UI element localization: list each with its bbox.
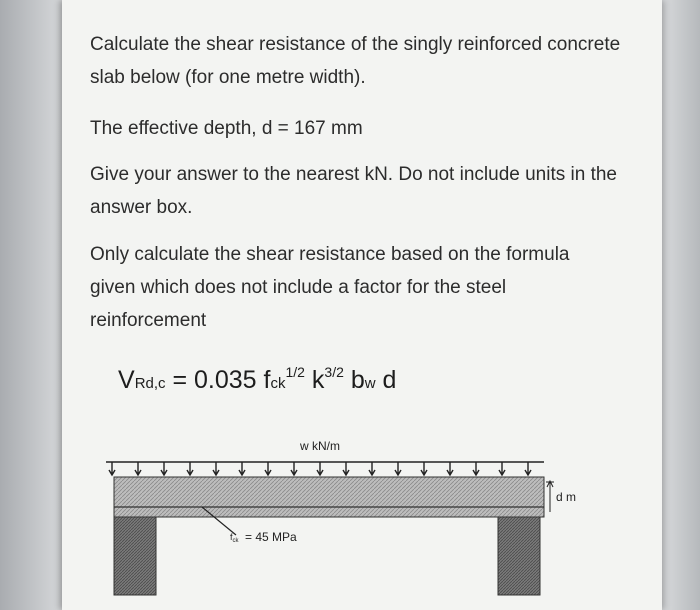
distributed-load-arrows [106,462,544,475]
load-arrow-icon [395,462,401,475]
load-arrow-icon [343,462,349,475]
slab-diagram [62,425,662,610]
load-arrow-icon [135,462,141,475]
question-intro: Calculate the shear resistance of the singly reinforced concrete slab below (for one metre width). [90,34,621,88]
load-arrow-icon [187,462,193,475]
formula-v-subscript: Rd,c [134,375,166,392]
load-arrow-icon [525,462,531,475]
background-right [662,0,700,610]
fck-prefix: $f_{ck}$ [230,532,239,544]
load-arrow-icon [447,462,453,475]
formula-fck-subscript: ck [270,375,286,392]
formula-k: k [304,366,325,394]
formula-v: V [118,366,135,394]
formula-b: b [343,366,365,394]
formula-d: d [375,366,397,394]
answer-instruction: Give your answer to the nearest kN. Do not include units in the answer box. [90,164,617,218]
load-arrow-icon [161,462,167,475]
formula-bw-subscript: w [364,375,376,392]
left-support [114,517,156,595]
load-arrow-icon [213,462,219,475]
shear-formula [118,366,396,395]
load-arrow-icon [291,462,297,475]
load-arrow-icon [473,462,479,475]
load-arrow-icon [317,462,323,475]
depth-label: d m [556,490,577,504]
load-label: w kN/m [300,439,340,453]
load-arrow-icon [499,462,505,475]
fck-label: = 45 MPa [245,530,297,544]
formula-fck-exponent: 1/2 [285,364,305,380]
load-arrow-icon [109,462,115,475]
concrete-slab [114,477,544,517]
load-arrow-icon [239,462,245,475]
right-support [498,517,540,595]
formula-note: Only calculate the shear resistance based on the formula given which does not include a factor for the steel reinforcement [90,244,570,331]
formula-coefficient: = 0.035 f [165,366,271,394]
formula-k-exponent: 3/2 [324,364,344,380]
effective-depth-text: The effective depth, d = 167 mm [90,118,363,139]
load-arrow-icon [369,462,375,475]
load-arrow-icon [265,462,271,475]
load-arrow-icon [421,462,427,475]
background-left [0,0,62,610]
question-card [62,0,662,610]
